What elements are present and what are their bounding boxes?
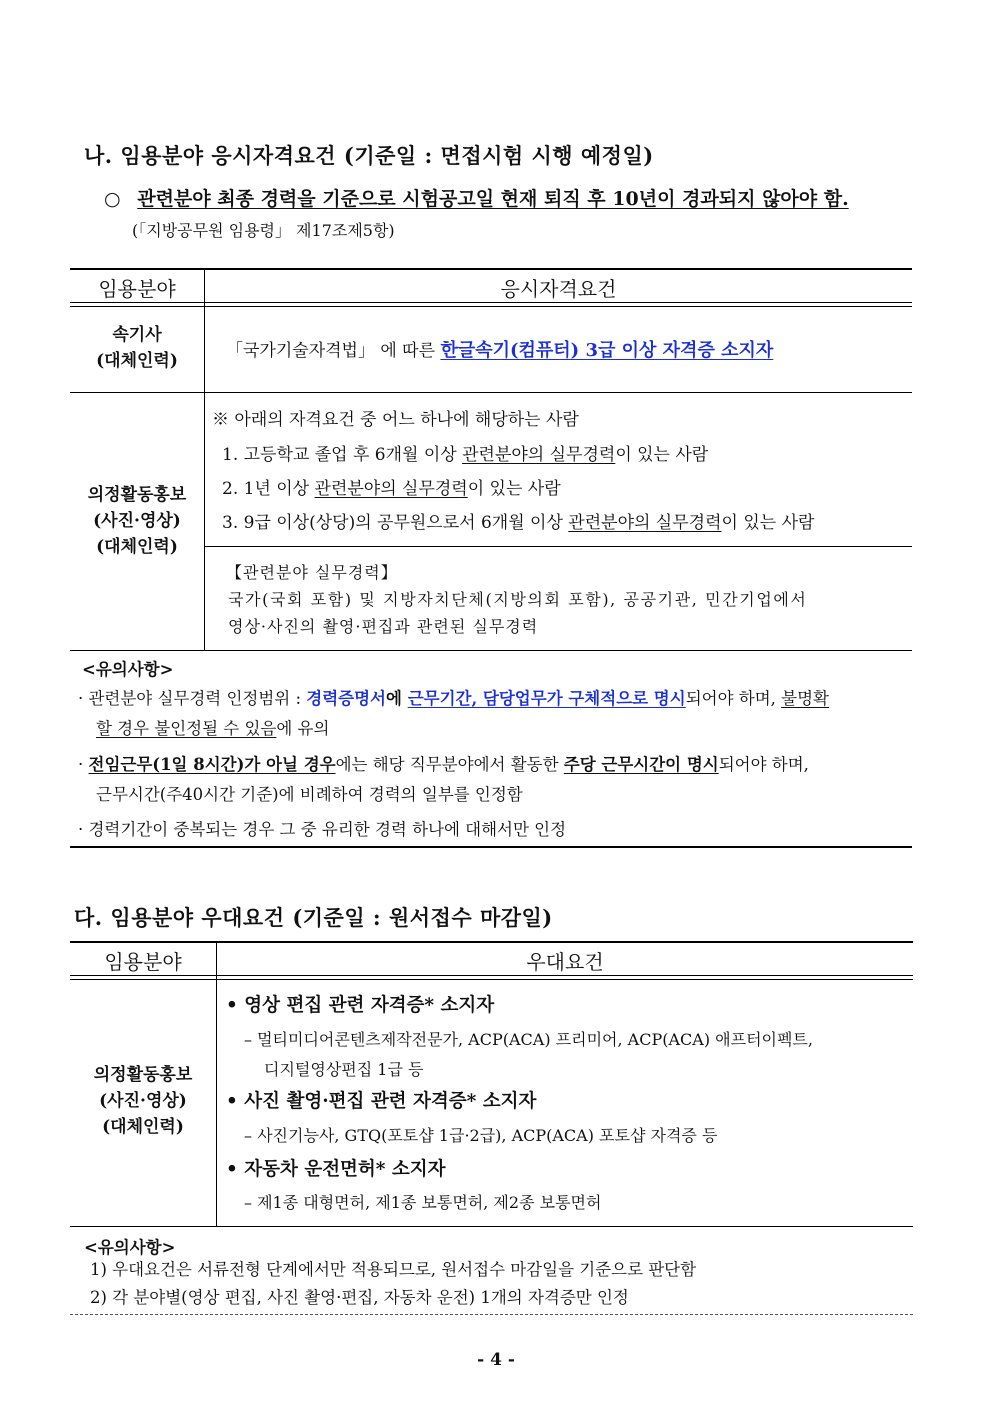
note-3: · 경력기간이 중복되는 경우 그 중 유리한 경력 하나에 대해서만 인정 [78,820,567,839]
pref-video-cert: • 영상 편집 관련 자격증* 소지자 [226,995,495,1016]
note-2-line-2: 근무시간(주40시간 기준)에 비례하여 경력의 일부를 인정함 [96,785,523,804]
pref-col-header-preference: 우대요건 [526,950,604,974]
section-heading-na: 나. 임용분야 응시자격요건 (기준일 : 면접시험 시행 예정일) [84,143,654,168]
section-heading-da: 다. 임용분야 우대요건 (기준일 : 원서접수 마감일) [74,905,553,930]
experience-box-line-1: 국가(국회 포함) 및 지방자치단체(지방의회 포함), 공공기관, 민간기업에서 [228,590,808,609]
col-header-requirement: 응시자격요건 [500,277,617,301]
pref-photo-cert-detail: – 사진기능사, GTQ(포토샵 1급·2급), ACP(ACA) 포토샵 자격증 등 [244,1126,718,1145]
pref-note-1: 1) 우대요건은 서류전형 단계에서만 적용되므로, 원서접수 마감일을 기준으로 판단함 [90,1260,697,1279]
experience-box-line-2: 영상·사진의 촬영·편집과 관련된 실무경력 [228,617,539,636]
pr-requirement-item-3: 3. 9급 이상(상당)의 공무원으로서 6개월 이상 관련분야의 실무경력이 있는 사람 [222,513,815,533]
row-label-pr: 의정활동홍보 (사진·영상) (대체인력) [87,485,187,557]
pref-video-cert-detail-1: – 멀티미디어콘텐츠제작전문가, ACP(ACA) 프리미어, ACP(ACA) 애프터이펙트, [244,1030,813,1049]
pref-video-cert-detail-2: 디지털영상편집 1급 등 [264,1060,424,1079]
row-label-stenographer: 속기사 (대체인력) [96,325,178,371]
law-reference: (「지방공무원 임용령」 제17조제5항) [132,221,395,240]
stenographer-requirement: 「국가기술자격법」 에 따른 한글속기(컴퓨터) 3급 이상 자격증 소지자 [226,340,774,361]
note-1-line-2: 할 경우 불인정될 수 있음에 유의 [96,719,330,738]
notes-title: <유의사항> [82,660,174,679]
eligibility-bullet-text: 관련분야 최종 경력을 기준으로 시험공고일 현재 퇴직 후 10년이 경과되지 않아야 함. [137,188,849,210]
col-header-field: 임용분야 [98,277,176,301]
pref-col-header-field: 임용분야 [104,950,182,974]
pr-requirement-item-2: 2. 1년 이상 관련분야의 실무경력이 있는 사람 [222,479,561,499]
pref-driver-license: • 자동차 운전면허* 소지자 [226,1159,446,1180]
pr-requirement-intro: ※ 아래의 자격요건 중 어느 하나에 해당하는 사람 [212,410,579,430]
pref-note-2: 2) 각 분야별(영상 편집, 사진 촬영·편집, 자동차 운전) 1개의 자격증만 인정 [90,1288,629,1307]
note-2: · 전임근무(1일 8시간)가 아닐 경우에는 해당 직무분야에서 활동한 주당 근무시간이 명시되어야 하며, [78,755,809,774]
page-number: - 4 - [477,1350,515,1370]
pref-row-label-pr: 의정활동홍보 (사진·영상) (대체인력) [93,1065,193,1137]
pref-photo-cert: • 사진 촬영·편집 관련 자격증* 소지자 [226,1091,537,1112]
pref-notes-title: <유의사항> [84,1238,176,1257]
eligibility-bullet [104,184,849,211]
experience-box-title: 【관련분야 실무경력】 [226,563,398,582]
bullet-symbol: ○ [104,188,121,210]
note-1: · 관련분야 실무경력 인정범위 : 경력증명서에 근무기간, 담당업무가 구체적으로 명시되어야 하며, 불명확 [78,689,829,708]
pref-driver-license-detail: – 제1종 대형면허, 제1종 보통면허, 제2종 보통면허 [244,1193,602,1212]
pr-requirement-item-1: 1. 고등학교 졸업 후 6개월 이상 관련분야의 실무경력이 있는 사람 [222,445,709,465]
